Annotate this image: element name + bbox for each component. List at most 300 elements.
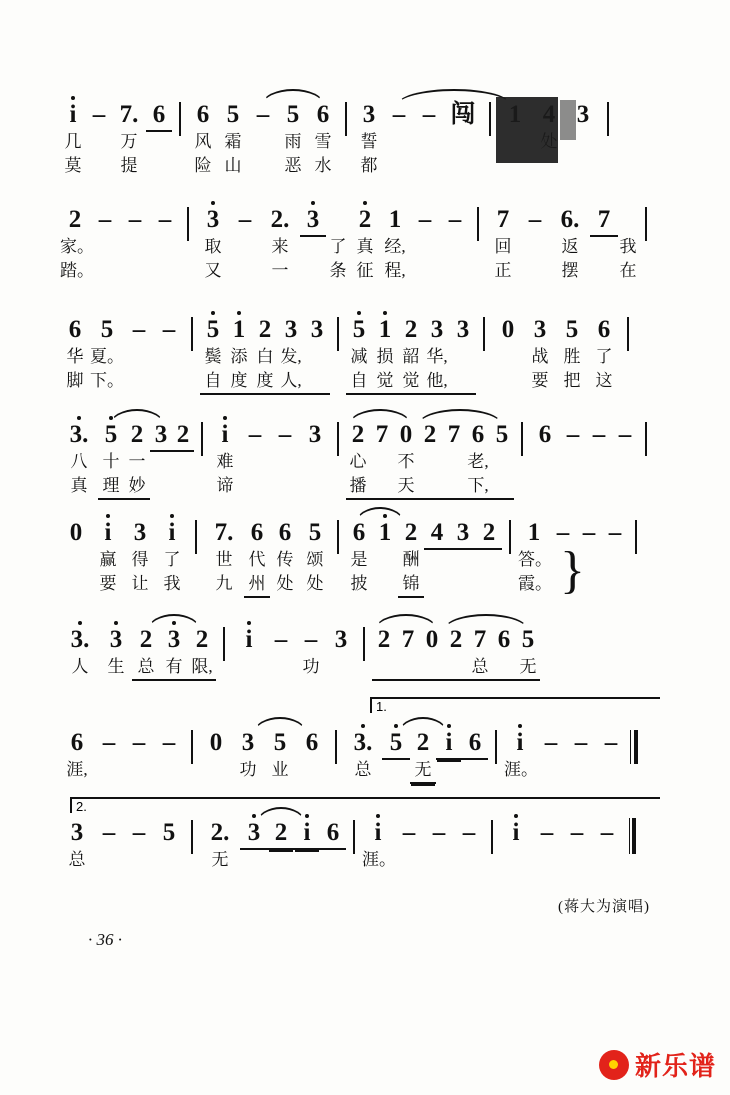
lyric-line1: 难 [216,452,234,471]
barline [607,102,609,136]
note-cell [536,728,566,758]
lyric-line2: 人, [280,371,302,390]
lyric-line1: 了 [329,237,347,256]
note: i [500,818,532,848]
note-cell [436,728,462,760]
note: 5 [98,420,124,450]
lyric-line1: 雪 [314,132,332,151]
note: 2 [423,421,437,448]
note-cell [372,518,398,548]
measure [60,818,184,872]
note: 3 [456,316,470,343]
note-cell [350,205,380,283]
note: 0 [501,316,515,343]
note: i [294,818,320,848]
lyric-line2: 下。 [90,371,124,390]
note-cell [124,315,154,345]
note: – [256,101,270,128]
note: 1 [372,518,398,548]
note: 5 [226,101,240,128]
lyric-line1: 了 [163,550,181,569]
measure [188,100,338,178]
record-disc-icon [599,1050,629,1080]
lyric-line1: 人 [71,657,89,676]
barline [337,422,339,456]
note-cell [300,205,326,237]
lyric-line2: 正 [494,261,512,280]
barline [345,102,347,136]
note-cell [278,315,304,393]
note: 2 [176,421,190,448]
note: 7 [496,206,510,233]
note-cell [518,518,550,596]
note-cell [354,100,384,178]
note: 6 [196,101,210,128]
note-cell [248,100,278,130]
barline [645,422,647,456]
note-cell [398,315,424,393]
note: 2 [482,519,496,546]
note-cell [444,100,482,130]
note-cell [486,205,520,283]
note-cell [244,518,270,598]
measure [492,315,620,393]
note: 6 [471,421,485,448]
note-cell [320,818,346,850]
note: 5 [308,519,322,546]
note: 1 [388,206,402,233]
note: – [128,206,142,233]
note-cell [60,315,90,393]
note-cell [424,315,450,393]
note: 2 [350,205,380,235]
note-cell [444,625,468,655]
measure [60,315,184,393]
lyric-line2: 处 [276,574,294,593]
note-cell [60,518,92,548]
measure [200,818,346,872]
barline [191,820,193,854]
lyric-line2: 自 [350,371,368,390]
lyric-line1: 得 [131,550,149,569]
lyric-line2: 又 [204,261,222,280]
note: 3 [160,625,188,655]
note: – [392,101,406,128]
note: 5 [200,315,226,345]
note-cell [490,420,514,450]
note: 6 [352,519,366,546]
note: – [162,729,176,756]
note-cell [384,100,414,130]
measure [200,315,330,395]
note: – [608,519,622,546]
lyric-line1: 总 [137,657,155,676]
note: 3. [344,728,382,758]
note: – [574,729,588,756]
note-cell [210,420,240,498]
note: i [92,518,124,548]
lyric-line1: 回 [494,237,512,256]
lyric-line1: 损 [376,347,394,366]
note: 4 [430,519,444,546]
measure [346,315,476,395]
note: 3 [576,101,590,128]
note-cell [362,818,394,872]
note-cell [86,100,112,130]
note: – [278,421,292,448]
barline [223,627,225,661]
volta-number: 2. [76,799,87,814]
note-cell [146,100,172,132]
lyric-line2: 一 [271,261,289,280]
measure [60,100,172,178]
note-cell [300,420,330,450]
lyric-line1: 业 [271,760,289,779]
lyric-line1: 夏。 [90,347,124,366]
note: 5 [346,315,372,345]
brace: } [560,542,585,599]
note-cell [94,818,124,848]
lyric-line1: 胜 [563,347,581,366]
site-logo [599,1046,716,1083]
lyric-line1: 老, [467,452,489,471]
lyric-line1: 添 [230,347,248,366]
lyric-line2: 处 [306,574,324,593]
volta-number: 1. [376,699,387,714]
note: – [528,206,542,233]
lyric-line1: 限, [191,657,213,676]
lyric-line1: 涯。 [362,850,396,869]
note-cell [100,625,132,679]
note-cell [200,818,240,872]
note-cell [132,625,160,681]
note-cell [424,518,450,550]
note-cell [442,420,466,450]
lyric-line2: 州 [248,574,266,593]
note-cell [92,518,124,596]
note: 1 [226,315,252,345]
note-cell [260,205,300,283]
barline [509,520,511,554]
note: 3 [133,519,147,546]
barline [363,627,365,661]
note-cell [308,100,338,178]
note: – [238,206,252,233]
lyric-line1: 华, [426,347,448,366]
lyric-line1: 来 [271,237,289,256]
note: 2 [416,729,430,756]
lyric-line2: 莫 [64,156,82,175]
measure [500,818,622,848]
note: 5 [162,819,176,846]
score-system-6 [60,625,670,681]
note-cell [556,315,588,393]
lyric-line2: 水 [314,156,332,175]
note: 6 [152,101,166,128]
note-cell [154,315,184,345]
note: – [618,421,632,448]
lyric-line1: 誓 [360,132,378,151]
note: – [604,729,618,756]
note: 3 [456,519,470,546]
note-cell [124,420,150,500]
lyric-line1: 真 [356,237,374,256]
lyric-line1: 八 [70,452,88,471]
lyric-line1: 涯, [66,760,88,779]
lyric-line1: 总 [354,760,372,779]
note: 0 [69,519,83,546]
barline [335,730,337,764]
note-cell [172,420,194,452]
note-cell [120,205,150,235]
note: – [102,729,116,756]
note: 3 [154,421,168,448]
note: 3 [70,819,84,846]
note-cell [240,818,268,850]
note: 6 [468,729,482,756]
note: – [274,626,288,653]
lyric-line1: 生 [107,657,125,676]
note: 6 [278,519,292,546]
lyric-line2: 都 [360,156,378,175]
note: 3 [308,421,322,448]
volta-bracket-2 [70,797,660,813]
lyric-line2: 让 [131,574,149,593]
note-cell [160,625,188,681]
note-cell [596,728,626,758]
note-cell [382,728,410,760]
barline [191,317,193,351]
lyric-line2: 条 [329,261,347,280]
measure [530,420,638,450]
measure [60,625,216,681]
lyric-line2: 天 [397,476,415,495]
note: – [540,819,554,846]
lyric-line1: 酬 [402,550,420,569]
note-cell [218,100,248,178]
barline [635,520,637,554]
note-cell [200,315,226,393]
note: 7 [473,626,487,653]
barline [521,422,523,456]
note: – [462,819,476,846]
note-cell [154,818,184,848]
lyric-line1: 一 [128,452,146,471]
note: – [600,819,614,846]
note: – [132,729,146,756]
note: – [566,421,580,448]
measure [346,420,514,500]
note: 2 [404,519,418,546]
note-cell [380,205,410,283]
lyric-line2: 锦 [402,574,420,593]
performer-credit: (蒋大为演唱) [558,899,650,915]
note-cell [492,625,516,655]
lyric-line1: 赢 [99,550,117,569]
note: – [570,819,584,846]
note: – [432,819,446,846]
note-cell [60,205,94,283]
measure [504,728,626,782]
barline [201,422,203,456]
note-cell [590,205,618,237]
note: 7 [375,421,389,448]
note: 0 [399,421,413,448]
note-cell [232,625,266,655]
barline [645,207,647,241]
lyric-line2: 觉 [376,371,394,390]
note-cell [266,625,296,655]
note: – [448,206,462,233]
lyric-line2: 征 [356,261,374,280]
note-cell [394,818,424,848]
note-cell [94,728,124,758]
note-cell [90,205,120,235]
note: 5 [273,729,287,756]
lyric-line1: 有 [165,657,183,676]
note-cell [124,518,156,596]
note: 3. [60,625,100,655]
note-cell [398,518,424,598]
note-cell [532,818,562,848]
barline [477,207,479,241]
note-cell [424,818,454,848]
note: 6 [305,729,319,756]
note: 6 [326,819,340,846]
note: – [102,819,116,846]
note-cell [124,728,154,758]
lyric-line2: 理 [102,476,120,495]
lyric-line1: 是 [350,550,368,569]
note: – [418,206,432,233]
note: 2. [210,819,230,846]
note: 5 [286,101,300,128]
note: i [436,728,462,758]
lyric-line1: 我 [619,237,637,256]
note: 2 [195,626,209,653]
measure [200,728,328,782]
note-cell [346,420,370,498]
lyric-line2: 他, [426,371,448,390]
lyric-line1: 华 [66,347,84,366]
lyric-line2: 把 [563,371,581,390]
lyric-line2: 度 [256,371,274,390]
note-cell [296,625,326,679]
note-cell [326,625,356,655]
repeat-end-barline [630,730,638,764]
note-cell [500,818,532,848]
lyric-line1: 涯。 [504,760,538,779]
lyric-line1: 答。 [518,550,552,569]
lyric-line2: 度 [230,371,248,390]
barline [337,317,339,351]
lyric-line2: 提 [120,156,138,175]
lyric-line1: 不 [397,452,415,471]
note-cell [516,625,540,679]
note-cell [370,420,394,450]
lyric-line2: 我 [163,574,181,593]
logo-text: 新乐谱 [634,1051,716,1081]
note-cell [414,100,444,130]
score-system-4 [60,420,670,500]
measure [60,205,180,283]
lyric-line1: 无 [414,760,432,779]
volta-bracket-1 [370,697,660,713]
lyric-line1: 功 [302,657,320,676]
note: – [132,819,146,846]
scan-artifact [560,100,576,140]
note: 3 [533,316,547,343]
page-number: · 36 · [88,930,122,949]
lyric-line2: 播 [349,476,367,495]
lyric-line1: 了 [595,347,613,366]
note: 2 [351,421,365,448]
lyric-line2: 真 [70,476,88,495]
lyric-line1: 战 [531,347,549,366]
note: 1 [372,315,398,345]
note-cell [60,100,86,178]
note: 7 [447,421,461,448]
lyric-line1: 传 [276,550,294,569]
note: 7. [119,101,139,128]
note: 2 [404,316,418,343]
note: 2 [130,421,144,448]
measure [232,625,356,679]
note: 2 [68,206,82,233]
measure [362,818,484,872]
barline [495,730,497,764]
note: 7. [214,519,234,546]
note-cell [226,315,252,393]
measure [354,100,482,178]
note-cell [520,205,550,235]
lyric-line1: 韶 [402,347,420,366]
note: 3. [60,420,98,450]
note-cell [230,205,260,235]
note-cell [410,205,440,235]
note: 1 [527,519,541,546]
note: 2 [258,316,272,343]
note-cell [602,518,628,548]
lyric-line1: 风 [194,132,212,151]
lyric-line1: 减 [350,347,368,366]
note-cell [98,420,124,500]
note-cell [420,625,444,655]
note-cell [530,420,560,450]
note: 6 [538,421,552,448]
note-cell [566,728,596,758]
note-cell [124,818,154,848]
note-cell [240,420,270,450]
note: – [132,316,146,343]
note-cell [372,315,398,393]
note: – [98,206,112,233]
note: i [362,818,394,848]
note-cell [450,518,476,550]
note-cell [476,518,502,550]
note: 3 [100,625,132,655]
note: 6 [250,519,264,546]
note-cell [60,625,100,679]
lyric-line1: 代 [248,550,266,569]
lyric-line2: 下, [467,476,489,495]
note-cell [60,420,98,498]
note: – [592,421,606,448]
lyric-line2: 披 [350,574,368,593]
note-cell [396,625,420,655]
barline [337,520,339,554]
barline [195,520,197,554]
